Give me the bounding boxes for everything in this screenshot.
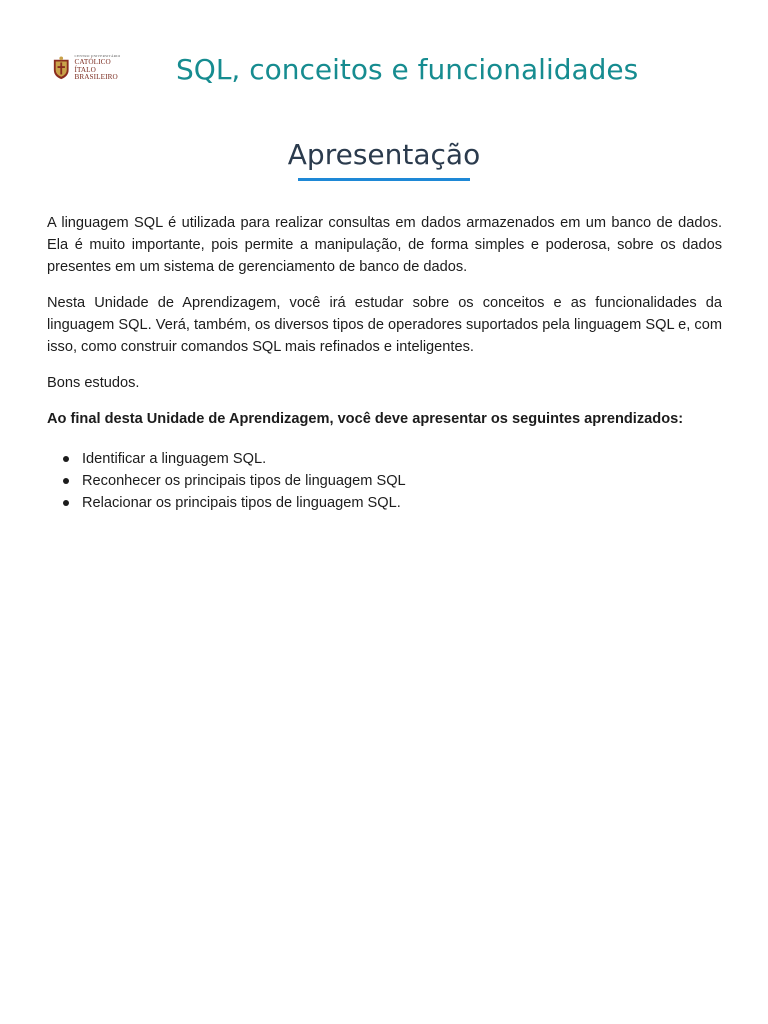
logo-small-text: CENTRO UNIVERSITÁRIO <box>74 53 121 58</box>
heading-underline <box>298 178 470 181</box>
objectives-list <box>47 448 722 514</box>
section-heading <box>0 134 768 181</box>
institution-logo <box>52 54 136 82</box>
crest-icon <box>52 55 70 81</box>
logo-line-2: ÍTALO BRASILEIRO <box>74 65 118 81</box>
bullet-icon <box>63 456 69 462</box>
paragraph: A linguagem SQL é utilizada para realizar consultas em dados armazenados em um banco de dados. Ela é muito importante, pois permite a manipulação, de forma simples e poderosa, sobre os dados presentes em um sistema de gerenciamento de banco de dados. <box>47 215 722 275</box>
section-title: Apresentação <box>287 138 481 171</box>
paragraph: Nesta Unidade de Aprendizagem, você irá estudar sobre os conceitos e as funcionalidades da linguagem SQL. Verá, também, os diversos tipos de operadores suportados pela linguagem SQL e, com isso, como construir comandos SQL mais refinados e inteligentes. <box>47 295 722 355</box>
paragraph: Bons estudos. <box>47 375 140 391</box>
logo-line-1: CATÓLICO <box>74 58 111 67</box>
bullet-icon <box>63 500 69 506</box>
main-content <box>47 212 722 514</box>
list-item-text: Reconhecer os principais tipos de linguagem SQL <box>82 473 406 489</box>
list-item <box>82 448 722 470</box>
objectives-intro: Ao final desta Unidade de Aprendizagem, você deve apresentar os seguintes aprendizados: <box>47 411 684 427</box>
list-item-text: Identificar a linguagem SQL. <box>82 451 267 467</box>
list-item <box>82 470 722 492</box>
list-item-text: Relacionar os principais tipos de linguagem SQL. <box>82 495 401 511</box>
list-item <box>82 492 722 514</box>
document-title: SQL, conceitos e funcionalidades <box>176 53 639 86</box>
logo-wordmark <box>74 55 136 81</box>
bullet-icon <box>63 478 69 484</box>
page-header <box>52 48 732 96</box>
